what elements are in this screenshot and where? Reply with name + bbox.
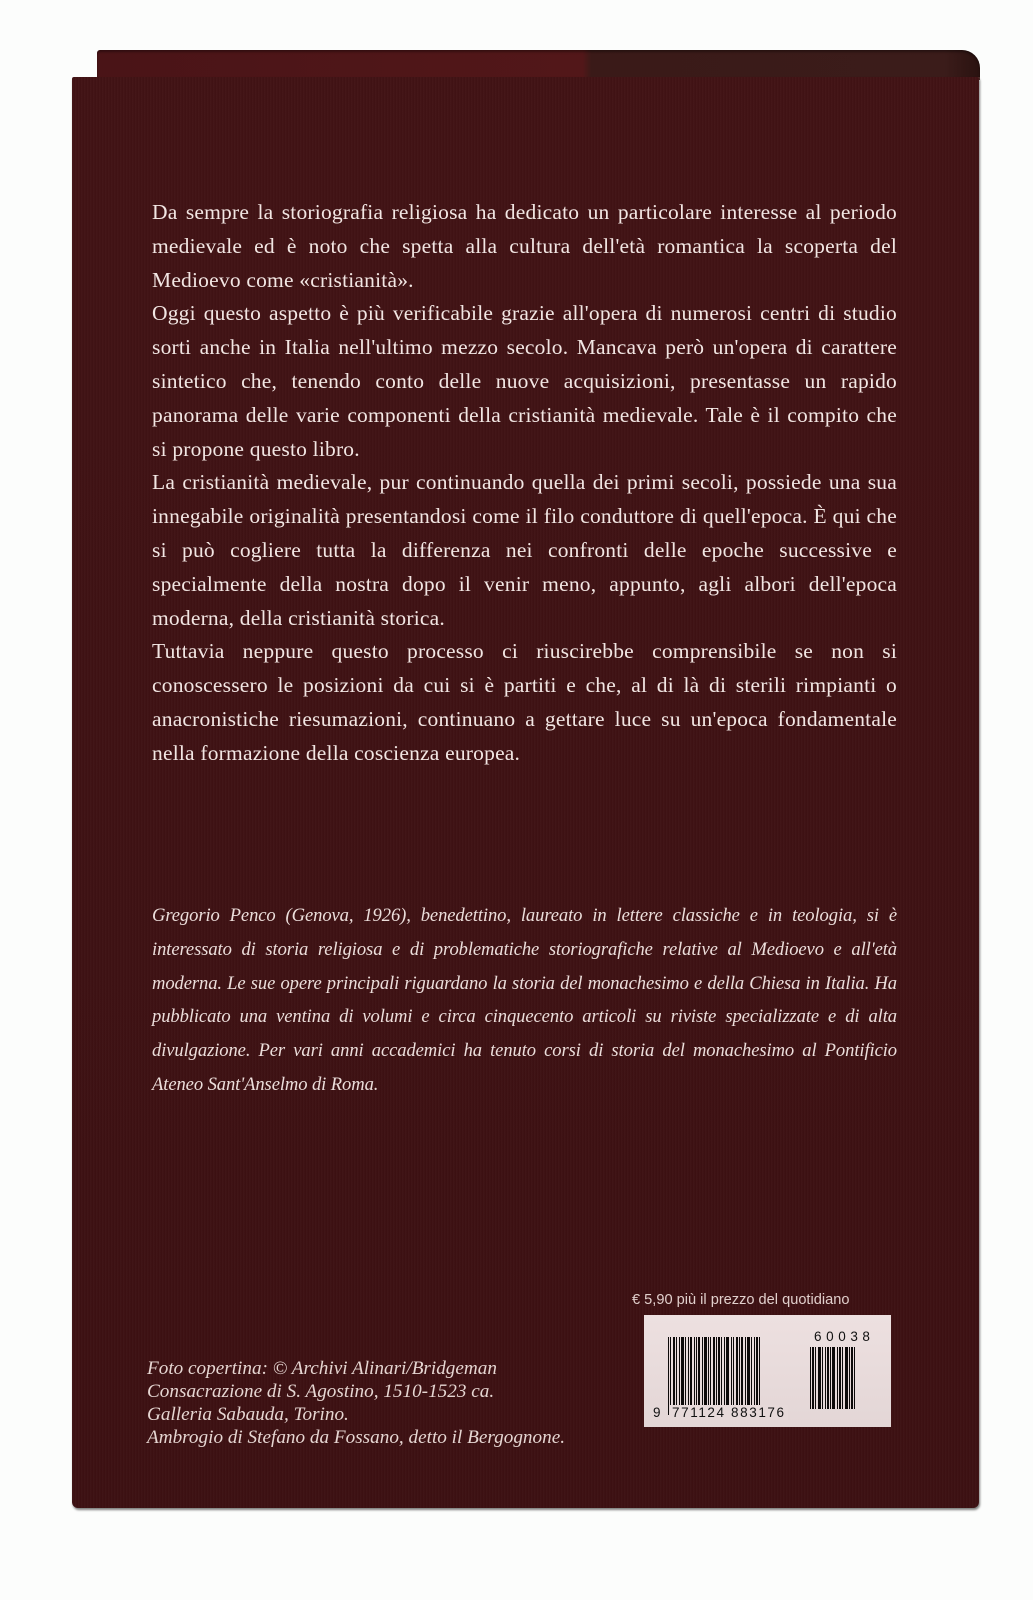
blurb-paragraph: Oggi questo aspetto è più verificabile grazie all'opera di numerosi centri di studio sorti anche in Italia nell'ultimo mezzo secolo. Mancava però un'opera di carattere sintetico che, tenendo conto delle nuove acquisizioni, presentasse un rapido panorama delle varie componenti della cristianità medievale. Tale è il compito che si propone questo libro. [152,301,897,461]
author-bio: Gregorio Penco (Genova, 1926), benedettino, laureato in lettere classiche e in teologia, si è interessato di storia religiosa e di problematiche storiografiche relative al Medioevo e all'età moderna. Le sue opere principali riguardano la storia del monachesimo e della Chiesa in Italia. Ha pubblicato una ventina di volumi e circa cinquecento articoli su riviste specializzate e di alta divulgazione. Per vari anni accademici ha tenuto corsi di storia del monachesimo al Pontificio Ateneo Sant'Anselmo di Roma. [152,905,897,1095]
barcode-addon-icon [810,1347,882,1409]
credit-line: Foto copertina: © Archivi Alinari/Bridgeman [147,1358,497,1379]
barcode-lead-digit: 9 [653,1405,661,1420]
book-top-edge [97,50,980,80]
barcode-icon [668,1337,810,1415]
barcode-addon-digits: 60038 [814,1329,875,1344]
blurb-paragraph: Tuttavia neppure questo processo ci riuscirebbe comprensibile se non si conoscessero le posizioni da cui si è partiti e che, al di là di sterili rimpianti o anacronistiche riesumazioni, continuano a gettare luce su un'epoca fondamentale nella formazione della coscienza europea. [152,639,897,765]
barcode-digits: 771124 883176 [672,1405,786,1420]
price-label: € 5,90 più il prezzo del quotidiano [632,1292,850,1308]
cover-photo-credits [147,1357,617,1449]
barcode-label [644,1315,891,1427]
credit-line: Ambrogio di Stefano da Fossano, detto il Bergognone. [147,1427,566,1448]
blurb-paragraph: La cristianità medievale, pur continuando quella dei primi secoli, possiede una sua innegabile originalità presentandosi come il filo conduttore di quell'epoca. È qui che si può cogliere tutta la differenza nei confronti delle epoche successive e specialmente della nostra dopo il venir meno, appunto, agli albori dell'epoca moderna, della cristianità storica. [152,470,897,630]
credit-line: Galleria Sabauda, Torino. [147,1404,349,1425]
blurb-paragraph: Da sempre la storiografia religiosa ha dedicato un particolare interesse al periodo medievale ed è noto che spetta alla cultura dell'età romantica la scoperta del Medioevo come «cristianità». [152,200,897,292]
blurb-text [152,196,897,771]
credit-line: Consacrazione di S. Agostino, 1510-1523 ca. [147,1381,495,1402]
